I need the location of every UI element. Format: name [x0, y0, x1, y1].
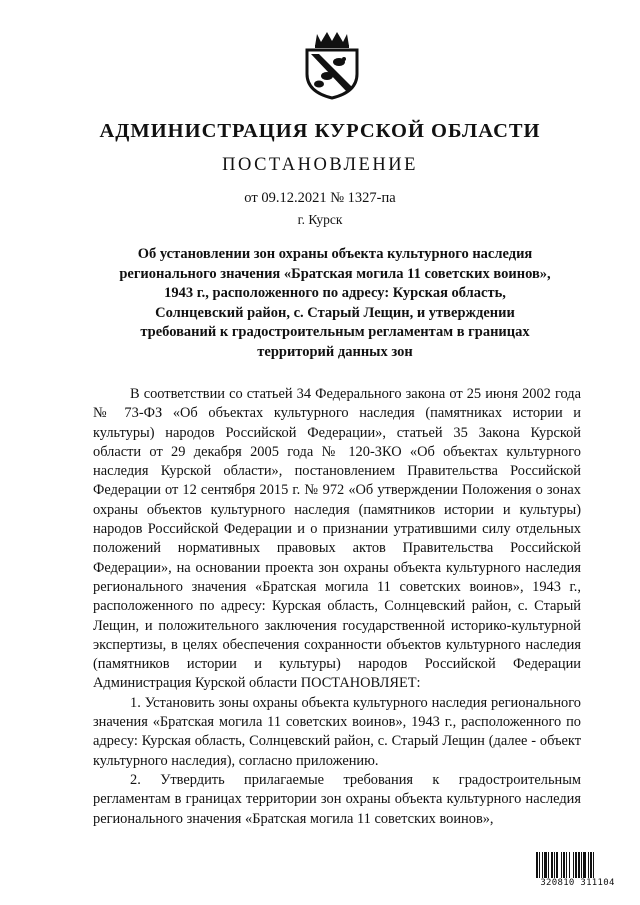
barcode-number: 320810 311104: [540, 878, 615, 888]
barcode-icon: [535, 852, 620, 878]
document-date-number: от 09.12.2021 № 1327-па: [244, 190, 396, 206]
subject-line: требований к градостроительным регламентам в границах: [140, 324, 530, 340]
resolution-item-2: 2. Утвердить прилагаемые требования к градостроительным регламентам в границах территории зон охраны объекта культурного наследия регионального значения «Братская могила 11 советских воинов»,: [93, 771, 581, 827]
document-city: г. Курск: [297, 212, 343, 227]
resolution-item-1: 1. Установить зоны охраны объекта культурного наследия регионального значения «Братская могила 11 советских воинов», 1943 г., расположенного по адресу: Курская область, Солнцевский район, с. Старый Лещин (далее - объект культурного наследия), согласно приложению.: [93, 694, 581, 769]
document-type: ПОСТАНОВЛЕНИЕ: [222, 155, 418, 175]
organization-title: АДМИНИСТРАЦИЯ КУРСКОЙ ОБЛАСТИ: [99, 120, 541, 142]
subject-line: 1943 г., расположенного по адресу: Курская область,: [164, 285, 506, 301]
document-subject: [95, 245, 575, 362]
barcode: [535, 852, 620, 888]
subject-line: Солнцевский район, с. Старый Лещин, и утверждении: [155, 304, 515, 321]
subject-line: территорий данных зон: [257, 343, 413, 360]
preamble-paragraph: В соответствии со статьей 34 Федерального закона от 25 июня 2002 года № 73-ФЗ «Об объектах культурного наследия (памятниках истории и культуры) народов Российской Федерации», статьей 35 Закона Курской области от 29 декабря 2005 года № 120-ЗКО «Об объектах культурного наследия Курской области», постановлением Правительства Российской Федерации от 12 сентября 2015 г. № 972 «Об утверждении Положения о зонах охраны объектов культурного наследия (памятников истории и культуры) народов Российской Федерации и о признании утратившими силу отдельных положений нормативных правовых актов Правительства Российской Федерации», на основании проекта зон охраны объекта культурного наследия регионального значения «Братская могила 11 советских воинов», 1943 г., расположенного по адресу: Курская область, Солнцевский район, с. Старый Лещин, и положительного заключения государственной историко-культурной экспертизы, в целях обеспечения сохранности объектов культурного наследия (памятников истории и культуры) народов Российской Федерации Администрация Курской области ПОСТАНОВЛЯЕТ:: [93, 386, 581, 692]
document-body: [93, 385, 581, 829]
subject-line: регионального значения «Братская могила 11 советских воинов»,: [119, 265, 551, 282]
kursk-coat-of-arms-icon: [303, 30, 361, 100]
subject-line: Об установлении зон охраны объекта культурного наследия: [137, 246, 533, 262]
